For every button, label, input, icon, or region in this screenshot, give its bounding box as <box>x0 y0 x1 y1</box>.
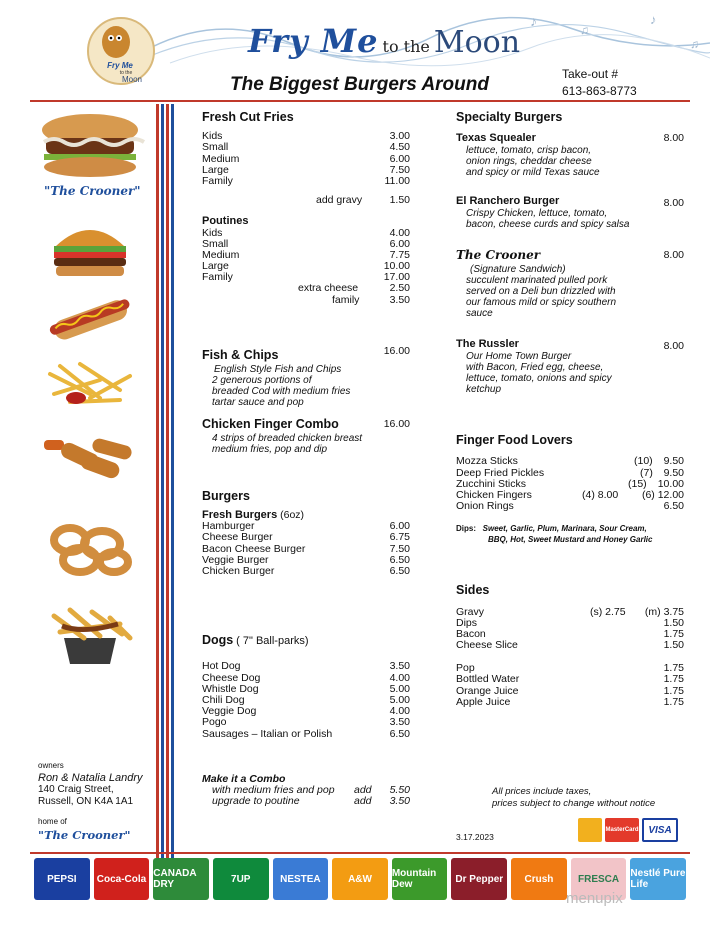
stripe-blue <box>161 104 164 860</box>
owners-block <box>38 760 168 841</box>
poutine-label: Small <box>202 237 229 250</box>
drink-label: Apple Juice <box>456 695 511 708</box>
drink-logo-text: Coca-Cola <box>96 873 147 885</box>
svg-text:♫: ♫ <box>580 23 589 37</box>
onion-rings-icon <box>30 516 150 578</box>
address-line-2: Russell, ON K4A 1A1 <box>38 796 134 807</box>
finger-qty: (10) <box>634 455 653 468</box>
menu-date: 3.17.2023 <box>456 832 494 842</box>
sides-list <box>456 618 684 652</box>
fries-label: Family <box>202 174 233 187</box>
dog-price: 5.00 <box>389 693 410 706</box>
dog-label: Sausages – Italian or Polish <box>202 727 333 740</box>
add-gravy-label: add gravy <box>316 194 363 207</box>
burger-price: 7.50 <box>389 542 410 555</box>
fries-row <box>202 165 410 176</box>
texas-header <box>456 133 684 145</box>
mastercard-icon: MasterCard <box>605 818 639 842</box>
crooner-desc-3: served on a Deli bun drizzled with <box>466 286 616 298</box>
poutine-icon <box>30 602 150 672</box>
specialty-title: Specialty Burgers <box>456 110 563 124</box>
owners-label: owners <box>38 761 64 770</box>
dog-price: 3.50 <box>389 660 410 673</box>
chicken-combo-desc-2: medium fries, pop and dip <box>212 443 328 455</box>
dog-label: Cheese Dog <box>202 671 261 684</box>
drink-logo-text: 7UP <box>231 873 251 885</box>
dog-label: Whistle Dog <box>202 682 259 695</box>
russler-desc-1: Our Home Town Burger <box>466 351 572 363</box>
hot-dog-icon <box>30 288 150 348</box>
burger-label: Bacon Cheese Burger <box>202 542 306 555</box>
fish-chips-header <box>202 344 410 364</box>
extra-cheese-price: 2.50 <box>389 282 410 295</box>
drink-logo-text: A&W <box>348 873 372 885</box>
fries-label: Small <box>202 141 229 154</box>
finger-price: 10.00 <box>657 477 684 490</box>
drink-row <box>456 697 684 708</box>
fries-label: Medium <box>202 152 240 165</box>
add-gravy-row <box>202 195 410 206</box>
ranchero-header <box>456 196 684 208</box>
fries-price: 6.00 <box>389 152 410 165</box>
menu-column-middle <box>202 112 410 807</box>
drink-label: Pop <box>456 662 475 675</box>
dog-row <box>202 706 410 717</box>
chicken-fingers-label: Chicken Fingers <box>456 488 532 501</box>
drink-logo-text: Dr Pepper <box>455 873 504 885</box>
poutine-label: Large <box>202 260 229 273</box>
drink-price: 1.75 <box>663 695 684 708</box>
fries-price: 3.00 <box>389 130 410 143</box>
dips-line-2: BBQ, Hot, Sweet Mustard and Honey Garlic <box>488 534 653 544</box>
dogs-heading <box>202 635 410 647</box>
burger-price: 6.00 <box>389 520 410 533</box>
taxes-note <box>492 786 655 809</box>
logo-badge-text-top: Fry Me <box>107 61 133 70</box>
drink-price: 1.75 <box>663 673 684 686</box>
finger-label: Mozza Sticks <box>456 455 518 468</box>
drinks-list <box>456 663 684 708</box>
canada-dry-logo <box>153 858 209 900</box>
stripe-red-2 <box>166 104 169 860</box>
fish-desc-4: tartar sauce and pop <box>212 396 304 408</box>
burger-price: 6.75 <box>389 531 410 544</box>
side-row <box>456 618 684 629</box>
combo-price-2: 3.50 <box>389 795 410 808</box>
dog-price: 5.00 <box>389 682 410 695</box>
dog-row <box>202 717 410 728</box>
finger-row <box>456 501 684 512</box>
dips-line-1: Sweet, Garlic, Plum, Marinara, Sour Cream, <box>482 524 647 534</box>
taxes-line-1: All prices include taxes, <box>492 786 592 797</box>
nestle-pure-life-logo <box>630 858 686 900</box>
extra-cheese-family-row <box>202 295 410 306</box>
finger-label: Deep Fried Pickles <box>456 466 545 479</box>
logo-badge-text-bottom: Moon <box>121 75 143 84</box>
poutines-list <box>202 228 410 306</box>
fries-title: Fresh Cut Fries <box>202 110 294 124</box>
gravy-row <box>456 607 684 618</box>
drink-logo-text: Crush <box>524 873 554 885</box>
gravy-medium: (m) 3.75 <box>644 605 684 618</box>
takeout-info <box>562 66 637 100</box>
finger-qty: (15) <box>628 477 647 490</box>
side-row <box>456 640 684 651</box>
side-label: Dips <box>456 616 478 629</box>
dr-pepper-logo <box>451 858 507 900</box>
dips-block <box>456 524 684 545</box>
ranchero-title: El Ranchero Burger <box>456 195 560 208</box>
poutine-row <box>202 228 410 239</box>
drink-label: Orange Juice <box>456 684 519 697</box>
fish-desc-2: 2 generous portions of <box>212 374 312 386</box>
texas-desc-1: lettuce, tomato, crisp bacon, <box>466 145 592 157</box>
dog-price: 4.00 <box>389 671 410 684</box>
logo-badge-icon <box>86 16 156 86</box>
texas-price: 8.00 <box>663 132 684 145</box>
finger-food-list <box>456 456 684 512</box>
side-label: Cheese Slice <box>456 639 518 652</box>
side-price: 1.50 <box>663 639 684 652</box>
hamburger-icon <box>30 218 150 280</box>
taxes-line-2: prices subject to change without notice <box>492 797 656 809</box>
finger-price: 9.50 <box>663 466 684 479</box>
takeout-phone: 613-863-8773 <box>562 84 637 98</box>
combo-add-1: add <box>354 783 372 796</box>
poutine-row <box>202 250 410 261</box>
dog-label: Hot Dog <box>202 660 241 673</box>
dog-label: Pogo <box>202 716 227 729</box>
mountain-dew-logo <box>392 858 448 900</box>
fries-price: 7.50 <box>389 163 410 176</box>
chicken-combo-title: Chicken Finger Combo <box>202 416 339 431</box>
russler-title: The Russler <box>456 338 519 351</box>
footer-divider <box>30 852 690 854</box>
extra-cheese-label: extra cheese <box>298 282 359 295</box>
poutine-label: Medium <box>202 248 240 261</box>
fish-chips-title: Fish & Chips <box>202 347 279 362</box>
fresh-burgers-title: Fresh Burgers <box>202 509 278 522</box>
russler-desc-4: ketchup <box>466 384 502 396</box>
burger-row <box>202 566 410 577</box>
burger-price: 6.50 <box>389 565 410 577</box>
chicken-fingers-q2: (6) 12.00 <box>641 488 684 501</box>
coca-cola-logo <box>94 858 150 900</box>
chicken-fingers-icon <box>30 434 150 492</box>
crush-logo <box>511 858 567 900</box>
fries-row <box>202 142 410 153</box>
drink-label: Bottled Water <box>456 673 520 686</box>
extra-cheese-row <box>202 283 410 294</box>
dips-label: Dips: <box>456 524 476 534</box>
add-gravy-price: 1.50 <box>389 194 410 207</box>
stripe-blue-2 <box>171 104 174 860</box>
fish-desc-1: English Style Fish and Chips <box>214 363 342 375</box>
menu-column-right <box>456 112 684 708</box>
ranchero-desc-1: Crispy Chicken, lettuce, tomato, <box>466 208 608 220</box>
visa-card-icon: VISA <box>642 818 678 842</box>
dog-price: 4.00 <box>389 705 410 718</box>
combo-title: Make it a Combo <box>202 772 286 785</box>
owners-names: Ron & Natalia Landry <box>38 772 143 784</box>
brand-logo-part-a: Fry Me <box>248 22 379 60</box>
dog-row <box>202 661 410 672</box>
fries-row <box>202 176 410 187</box>
fries-icon <box>30 354 150 412</box>
drink-logo-text: FRESCA <box>578 873 620 885</box>
side-price: 1.50 <box>663 616 684 629</box>
svg-text:♪: ♪ <box>530 13 537 29</box>
burger-label: Chicken Burger <box>202 565 275 577</box>
tagline: The Biggest Burgers Around <box>230 74 489 95</box>
interac-card-icon <box>578 818 602 842</box>
combo-add-2: add <box>354 795 372 808</box>
nestea-logo <box>273 858 329 900</box>
ranchero-price: 8.00 <box>663 197 684 210</box>
food-image-column <box>30 108 152 848</box>
chicken-fingers-q1: (4) 8.00 <box>582 488 619 501</box>
fries-row <box>202 131 410 142</box>
finger-qty: (7) <box>640 466 653 479</box>
gravy-small: (s) 2.75 <box>590 605 626 618</box>
burgers-list <box>202 521 410 577</box>
poutine-price: 10.00 <box>383 260 410 273</box>
dogs-size: ( 7" Ball-parks) <box>236 635 309 648</box>
burger-row <box>202 532 410 543</box>
chicken-combo-price: 16.00 <box>383 417 410 430</box>
dog-label: Veggie Dog <box>202 705 257 718</box>
crooner-title: The Crooner <box>456 248 541 263</box>
poutine-price: 7.75 <box>389 248 410 261</box>
extra-cheese-family-price: 3.50 <box>389 293 410 306</box>
crooner-sandwich-icon <box>30 112 150 182</box>
fish-desc-3: breaded Cod with medium fries <box>212 385 351 397</box>
burger-price: 6.50 <box>389 553 410 566</box>
drink-logo-text: NESTEA <box>280 873 321 885</box>
home-of-label: home of <box>38 817 67 826</box>
burger-label: Cheese Burger <box>202 531 273 544</box>
finger-label: Zucchini Sticks <box>456 477 527 490</box>
brand-logo-part-b: to the <box>382 37 430 56</box>
burgers-title: Burgers <box>202 488 250 503</box>
stripe-red <box>156 104 159 860</box>
fries-label: Large <box>202 163 229 176</box>
drink-price: 1.75 <box>663 684 684 697</box>
texas-desc-3: and spicy or mild Texas sauce <box>466 167 600 179</box>
crooner-desc-1: (Signature Sandwich) <box>470 264 566 276</box>
texas-title: Texas Squealer <box>456 132 536 145</box>
chicken-combo-desc-1: 4 strips of breaded chicken breast <box>212 432 363 444</box>
crooner-desc-2: succulent marinated pulled pork <box>466 275 608 287</box>
crooner-desc-4: our famous mild or spicy southern <box>466 297 617 309</box>
poutine-price: 4.00 <box>389 226 410 239</box>
dog-row <box>202 729 410 740</box>
combo-line-2: upgrade to poutine <box>212 795 300 808</box>
pepsi-logo <box>34 858 90 900</box>
svg-text:♪: ♪ <box>650 12 657 27</box>
brand-logo <box>248 22 520 60</box>
russler-desc-3: lettuce, tomato, onions and spicy <box>466 373 612 385</box>
logo-badge-text-mid: to the <box>119 70 133 76</box>
finger-food-title: Finger Food Lovers <box>456 433 573 448</box>
burger-label: Hamburger <box>202 520 255 533</box>
poutine-label: Kids <box>202 226 223 239</box>
fish-chips-price: 16.00 <box>383 344 410 357</box>
ranchero-desc-2: bacon, cheese curds and spicy salsa <box>466 219 630 231</box>
russler-desc-2: with Bacon, Fried egg, cheese, <box>466 362 604 374</box>
poutine-row <box>202 261 410 272</box>
crooner-header <box>456 250 684 264</box>
drink-price: 1.75 <box>663 662 684 675</box>
crooner-desc-5: sauce <box>466 308 493 320</box>
russler-header <box>456 339 684 351</box>
page-header <box>0 0 720 100</box>
dogs-title: Dogs <box>202 633 234 648</box>
home-of-crooner: "The Crooner" <box>38 828 131 842</box>
dog-label: Chili Dog <box>202 693 245 706</box>
gravy-label: Gravy <box>456 605 485 618</box>
poutine-price: 17.00 <box>383 271 410 284</box>
burger-label: Veggie Burger <box>202 553 269 566</box>
takeout-label: Take-out # <box>562 67 619 81</box>
brand-logo-part-c: Moon <box>433 25 521 60</box>
watermark: menupix <box>566 890 623 907</box>
texas-desc-2: onion rings, cheddar cheese <box>466 156 592 168</box>
address-line-1: 140 Craig Street, <box>38 784 114 795</box>
fries-price: 11.00 <box>384 174 410 187</box>
drink-logo-text: Mountain Dew <box>391 868 437 890</box>
sides-title: Sides <box>456 583 490 598</box>
dogs-list <box>202 661 410 739</box>
chicken-combo-header <box>202 416 410 433</box>
crooner-caption: "The Crooner" <box>44 184 141 198</box>
fries-price: 4.50 <box>389 141 410 154</box>
side-label: Bacon <box>456 627 486 640</box>
7up-logo <box>213 858 269 900</box>
drink-logo-text: CANADA DRY <box>153 868 197 890</box>
aw-logo <box>332 858 388 900</box>
svg-text:♫: ♫ <box>690 37 699 51</box>
payment-cards <box>578 818 678 842</box>
dog-price: 3.50 <box>389 716 410 729</box>
header-divider <box>30 100 690 102</box>
russler-price: 8.00 <box>663 340 684 353</box>
dog-price: 6.50 <box>389 727 410 740</box>
finger-row <box>456 456 684 467</box>
drink-logo-text: Nestlé Pure Life <box>630 868 686 890</box>
fries-label: Kids <box>202 130 223 143</box>
fries-row <box>202 154 410 165</box>
finger-label: Onion Rings <box>456 500 514 513</box>
drink-row <box>456 674 684 685</box>
poutine-label: Family <box>202 271 233 284</box>
finger-price: 6.50 <box>663 500 684 513</box>
poutine-price: 6.00 <box>389 237 410 250</box>
extra-cheese-family-label: family <box>332 293 360 306</box>
poutines-title: Poutines <box>202 215 249 228</box>
fresh-burgers-size: (6oz) <box>280 509 305 522</box>
combo-price-1: 5.50 <box>389 783 410 796</box>
fries-list <box>202 131 410 187</box>
side-price: 1.75 <box>663 627 684 640</box>
finger-price: 9.50 <box>663 455 684 468</box>
combo-row-2 <box>202 796 410 807</box>
drink-logo-text: PEPSI <box>47 873 77 885</box>
crooner-price: 8.00 <box>663 249 684 262</box>
combo-line-1: with medium fries and pop <box>212 783 335 796</box>
